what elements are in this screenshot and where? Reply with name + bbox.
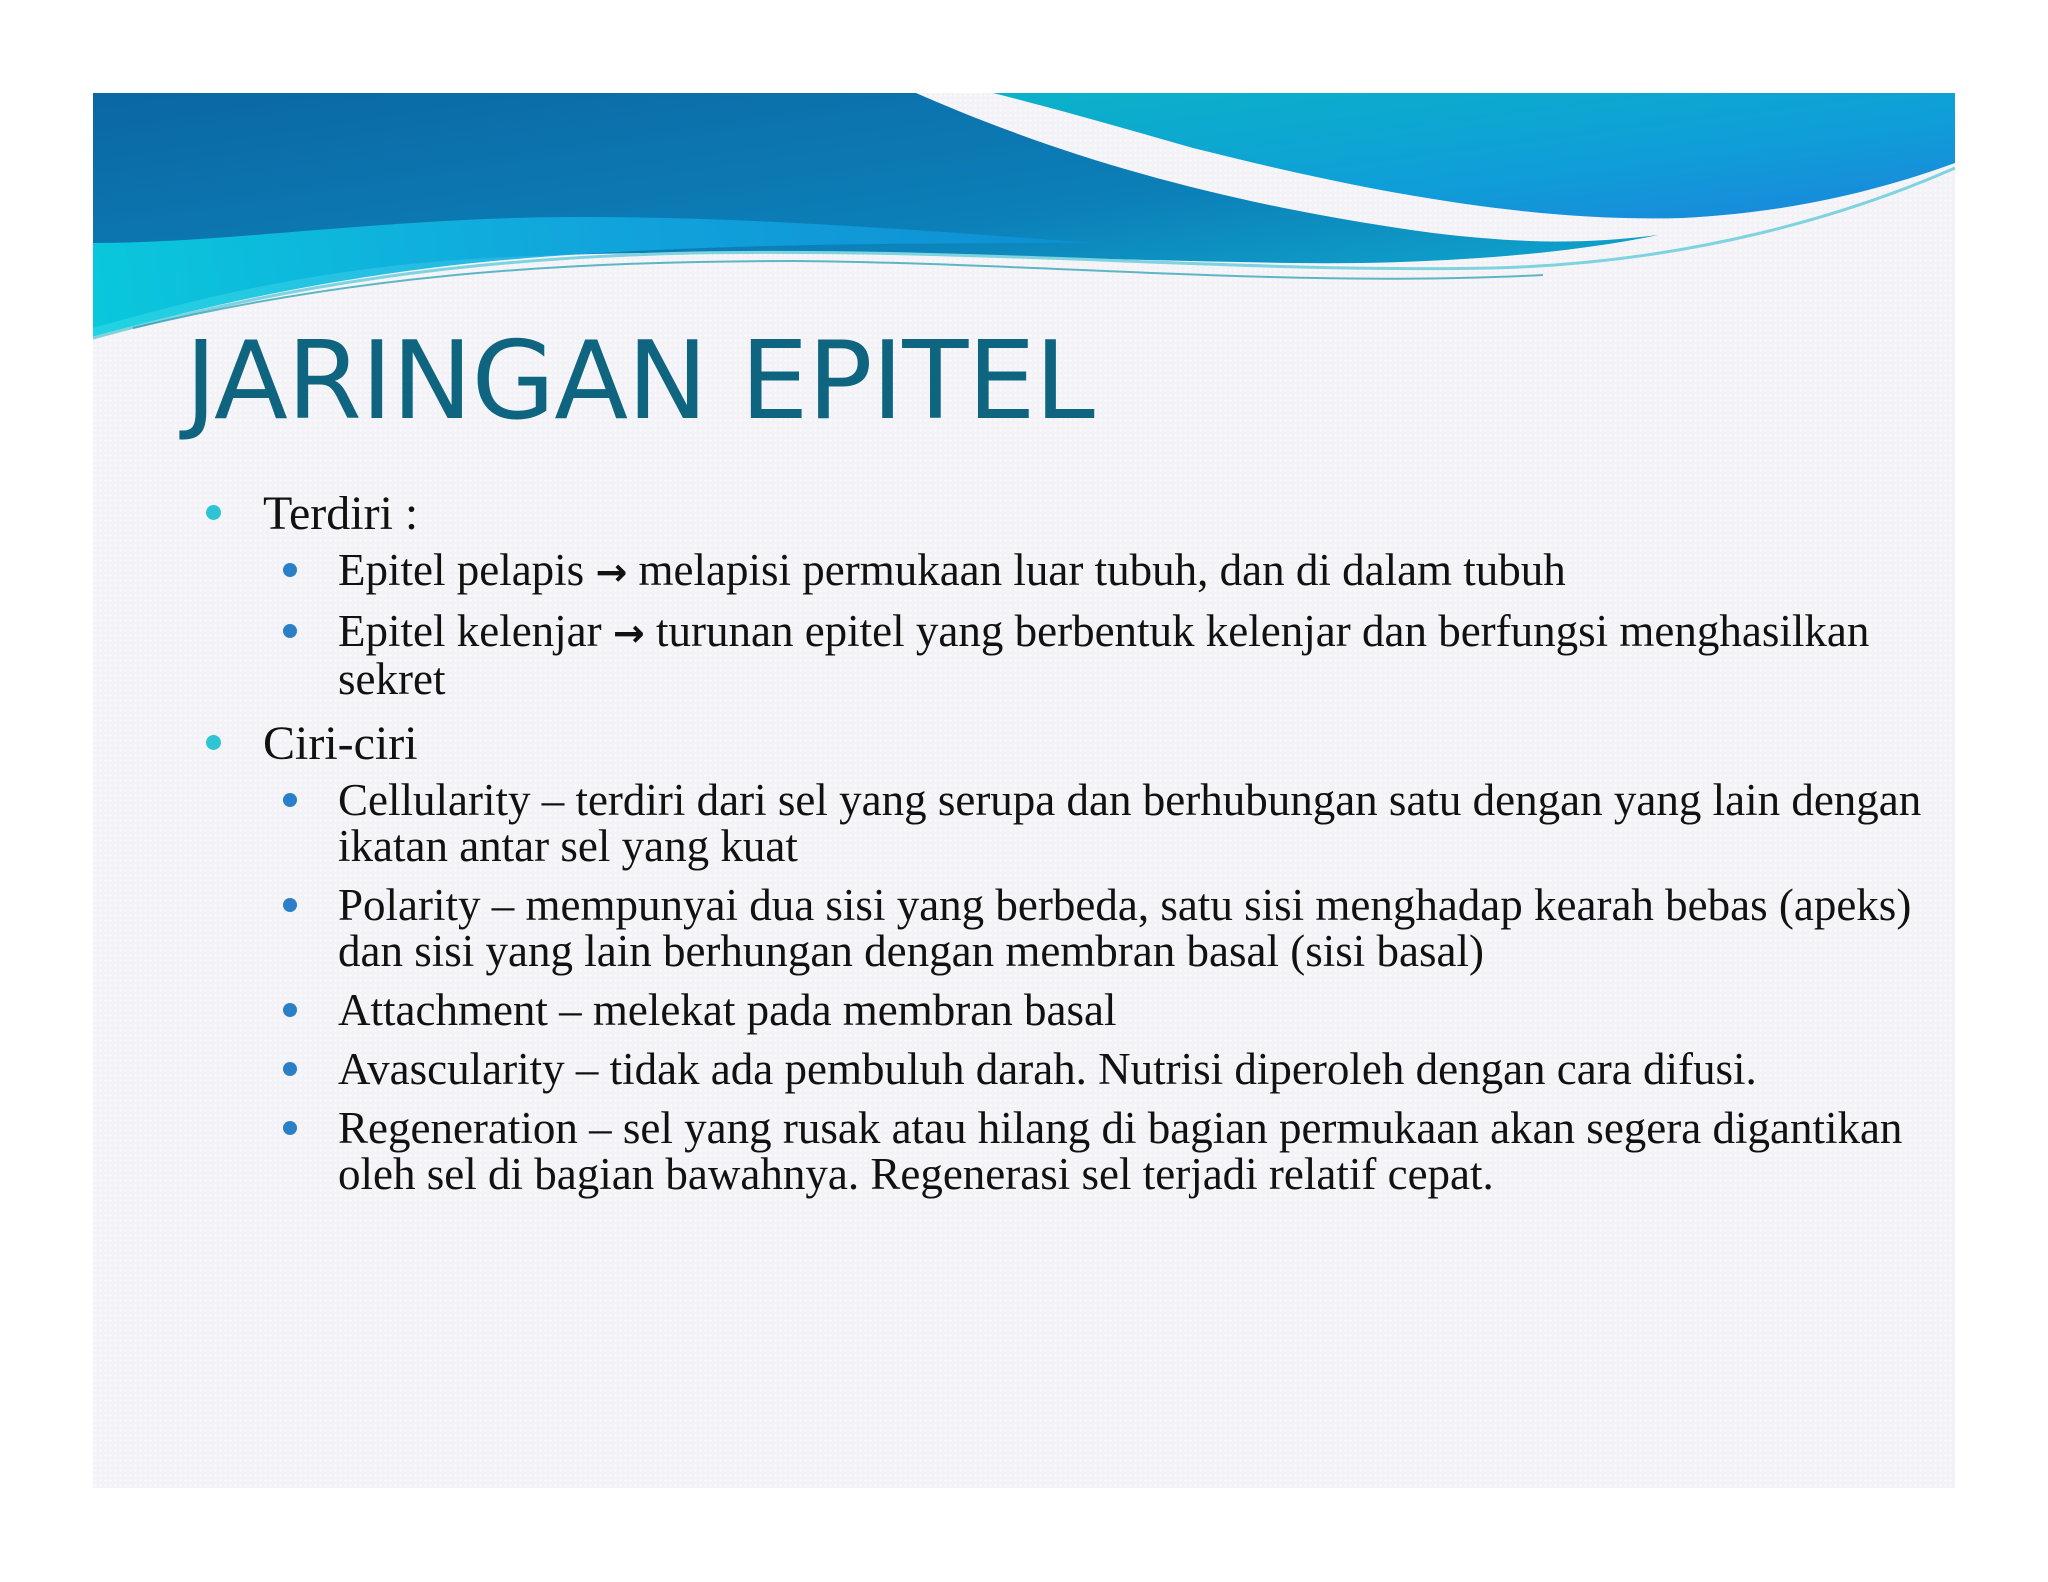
bullet-item-ciri-ciri [183,715,1943,773]
sub-bullet-text-start: Epitel pelapis [338,545,596,595]
bullet-text: Ciri-ciri [263,717,418,770]
right-arrow-icon: → [595,550,628,594]
sub-bullet-regeneration [183,1105,1943,1197]
bullet-list [183,485,1943,1210]
sub-bullet-cellularity [183,777,1943,869]
blue-dot-bullet-icon [283,898,297,912]
sub-bullet-text: Avascularity – tidak ada pembuluh darah. Nutrisi diperoleh dengan cara difusi. [338,1044,1757,1094]
right-arrow-icon: → [612,611,645,655]
blue-dot-bullet-icon [283,563,297,577]
blue-dot-bullet-icon [283,624,297,638]
bullet-text: Terdiri : [263,487,419,540]
sub-bullet-text: Attachment – melekat pada membran basal [338,985,1117,1035]
sub-bullet-avascularity [183,1046,1943,1092]
sub-bullet-attachment [183,987,1943,1033]
sub-bullet-text-end: melapisi permukaan luar tubuh, dan di dalam tubuh [627,545,1566,595]
teal-dot-bullet-icon [206,505,221,520]
sub-bullet-text: Regeneration – sel yang rusak atau hilang di bagian permukaan akan segera digantikan oleh sel di bagian bawahnya. Regenerasi sel terjadi relatif cepat. [338,1103,1903,1199]
blue-dot-bullet-icon [283,1121,297,1135]
slide-title: JARINGAN EPITEL [185,319,1094,444]
blue-dot-bullet-icon [283,1003,297,1017]
blue-dot-bullet-icon [283,793,297,807]
sub-bullet-text: Polarity – mempunyai dua sisi yang berbeda, satu sisi menghadap kearah bebas (apeks) dan sisi yang lain berhungan dengan membran basal (sisi basal) [338,880,1912,976]
teal-dot-bullet-icon [206,735,221,750]
blue-dot-bullet-icon [283,1062,297,1076]
sub-bullet-polarity [183,882,1943,974]
sub-bullet-text: Cellularity – terdiri dari sel yang serupa dan berhubungan satu dengan yang lain dengan ikatan antar sel yang kuat [338,775,1922,871]
bullet-item-terdiri [183,485,1943,543]
sub-bullet-epitel-pelapis [183,547,1943,595]
slide [93,93,1955,1488]
wave-banner [93,93,1955,343]
sub-bullet-text-start: Epitel kelenjar [338,606,613,656]
sub-bullet-epitel-kelenjar [183,608,1943,702]
sub-bullet-text-end: turunan epitel yang berbentuk kelenjar dan berfungsi menghasilkan sekret [338,606,1870,704]
